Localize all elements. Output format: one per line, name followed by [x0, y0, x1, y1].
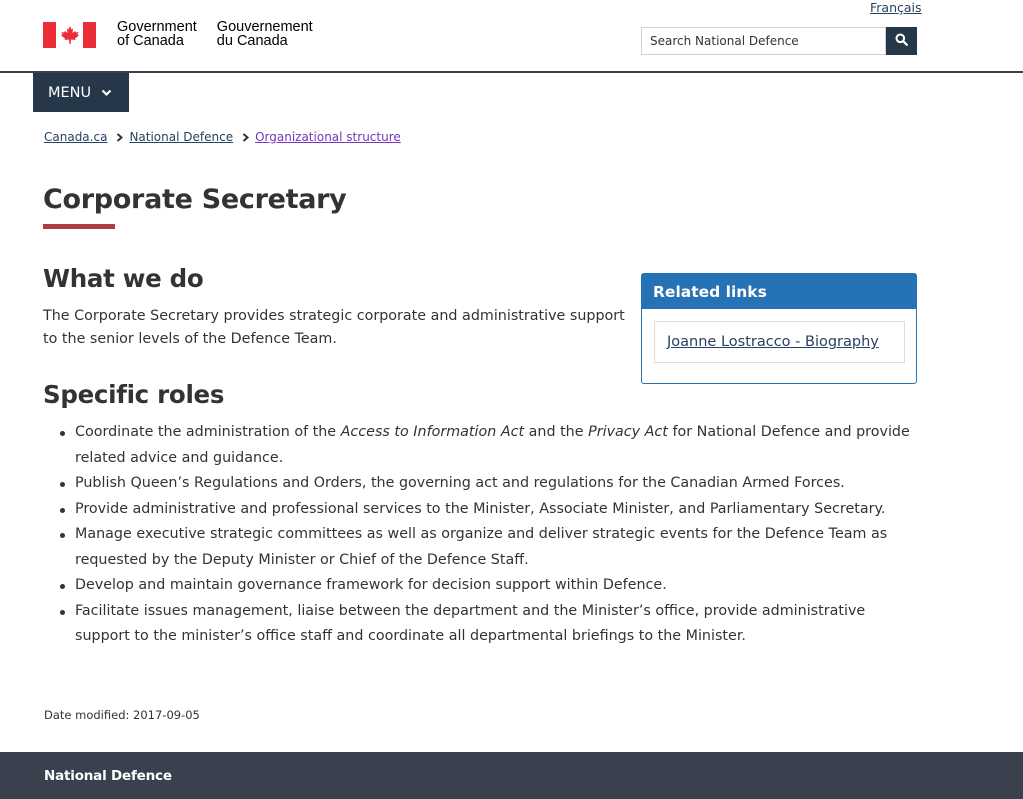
gov-canada-signature[interactable]: [43, 20, 333, 48]
breadcrumb-national-defence-link[interactable]: National Defence: [129, 130, 234, 144]
what-we-do-text: The Corporate Secretary provides strategic corporate and administrative support to the senior levels of the Defence Team.: [43, 308, 625, 347]
chevron-down-icon: [101, 85, 112, 101]
menu-label: MENU: [48, 84, 92, 101]
title-underline: [43, 224, 115, 229]
chevron-right-icon: [242, 133, 249, 142]
related-links-panel: [641, 273, 917, 384]
page-title: Corporate Secretary: [43, 184, 347, 215]
access-to-information-act: Access to Information Act: [340, 424, 525, 440]
breadcrumb: [44, 130, 401, 144]
breadcrumb-org-structure-link[interactable]: Organizational structure: [255, 130, 401, 144]
list-item: Manage executive strategic committees as well as organize and deliver strategic events for the Defence Team as requested by the Deputy Minister or Chief of the Defence Staff.: [75, 522, 915, 573]
chevron-right-icon: [116, 133, 123, 142]
language-toggle-link[interactable]: Français: [870, 0, 922, 15]
list-item: Publish Queen’s Regulations and Orders, the governing act and regulations for the Canadian Armed Forces.: [75, 471, 915, 497]
breadcrumb-canada-link[interactable]: Canada.ca: [44, 130, 108, 144]
specific-roles-heading: Specific roles: [43, 380, 225, 409]
gov-en-wordmark: Government of Canada: [117, 19, 197, 49]
menu-button[interactable]: [33, 73, 129, 112]
search-button[interactable]: [886, 27, 917, 55]
footer-title[interactable]: National Defence: [44, 768, 172, 784]
list-item: Coordinate the administration of the Access to Information Act and the Privacy Act for National Defence and provide related advice and guidance.: [75, 420, 915, 471]
header-divider: [0, 71, 1023, 73]
related-links-heading: Related links: [642, 274, 916, 309]
what-we-do-heading: What we do: [43, 264, 204, 293]
date-modified: Date modified: 2017-09-05: [44, 708, 200, 722]
list-item: Develop and maintain governance framework for decision support within Defence.: [75, 573, 915, 599]
gov-fr-wordmark: Gouvernement du Canada: [216, 19, 313, 49]
list-item: Facilitate issues management, liaise between the department and the Minister’s office, provide administrative support to the minister’s office staff and coordinate all departmental briefings to the Minister.: [75, 599, 915, 650]
privacy-act: Privacy Act: [588, 424, 668, 440]
site-search: [641, 27, 917, 55]
roles-list: [75, 420, 915, 650]
search-icon: [895, 33, 908, 49]
biography-link[interactable]: Joanne Lostracco - Biography: [654, 321, 905, 363]
site-footer: [0, 752, 1023, 799]
canada-flag-icon: [43, 22, 96, 48]
search-input[interactable]: [641, 27, 886, 55]
list-item: Provide administrative and professional services to the Minister, Associate Minister, and Parliamentary Secretary.: [75, 497, 915, 523]
